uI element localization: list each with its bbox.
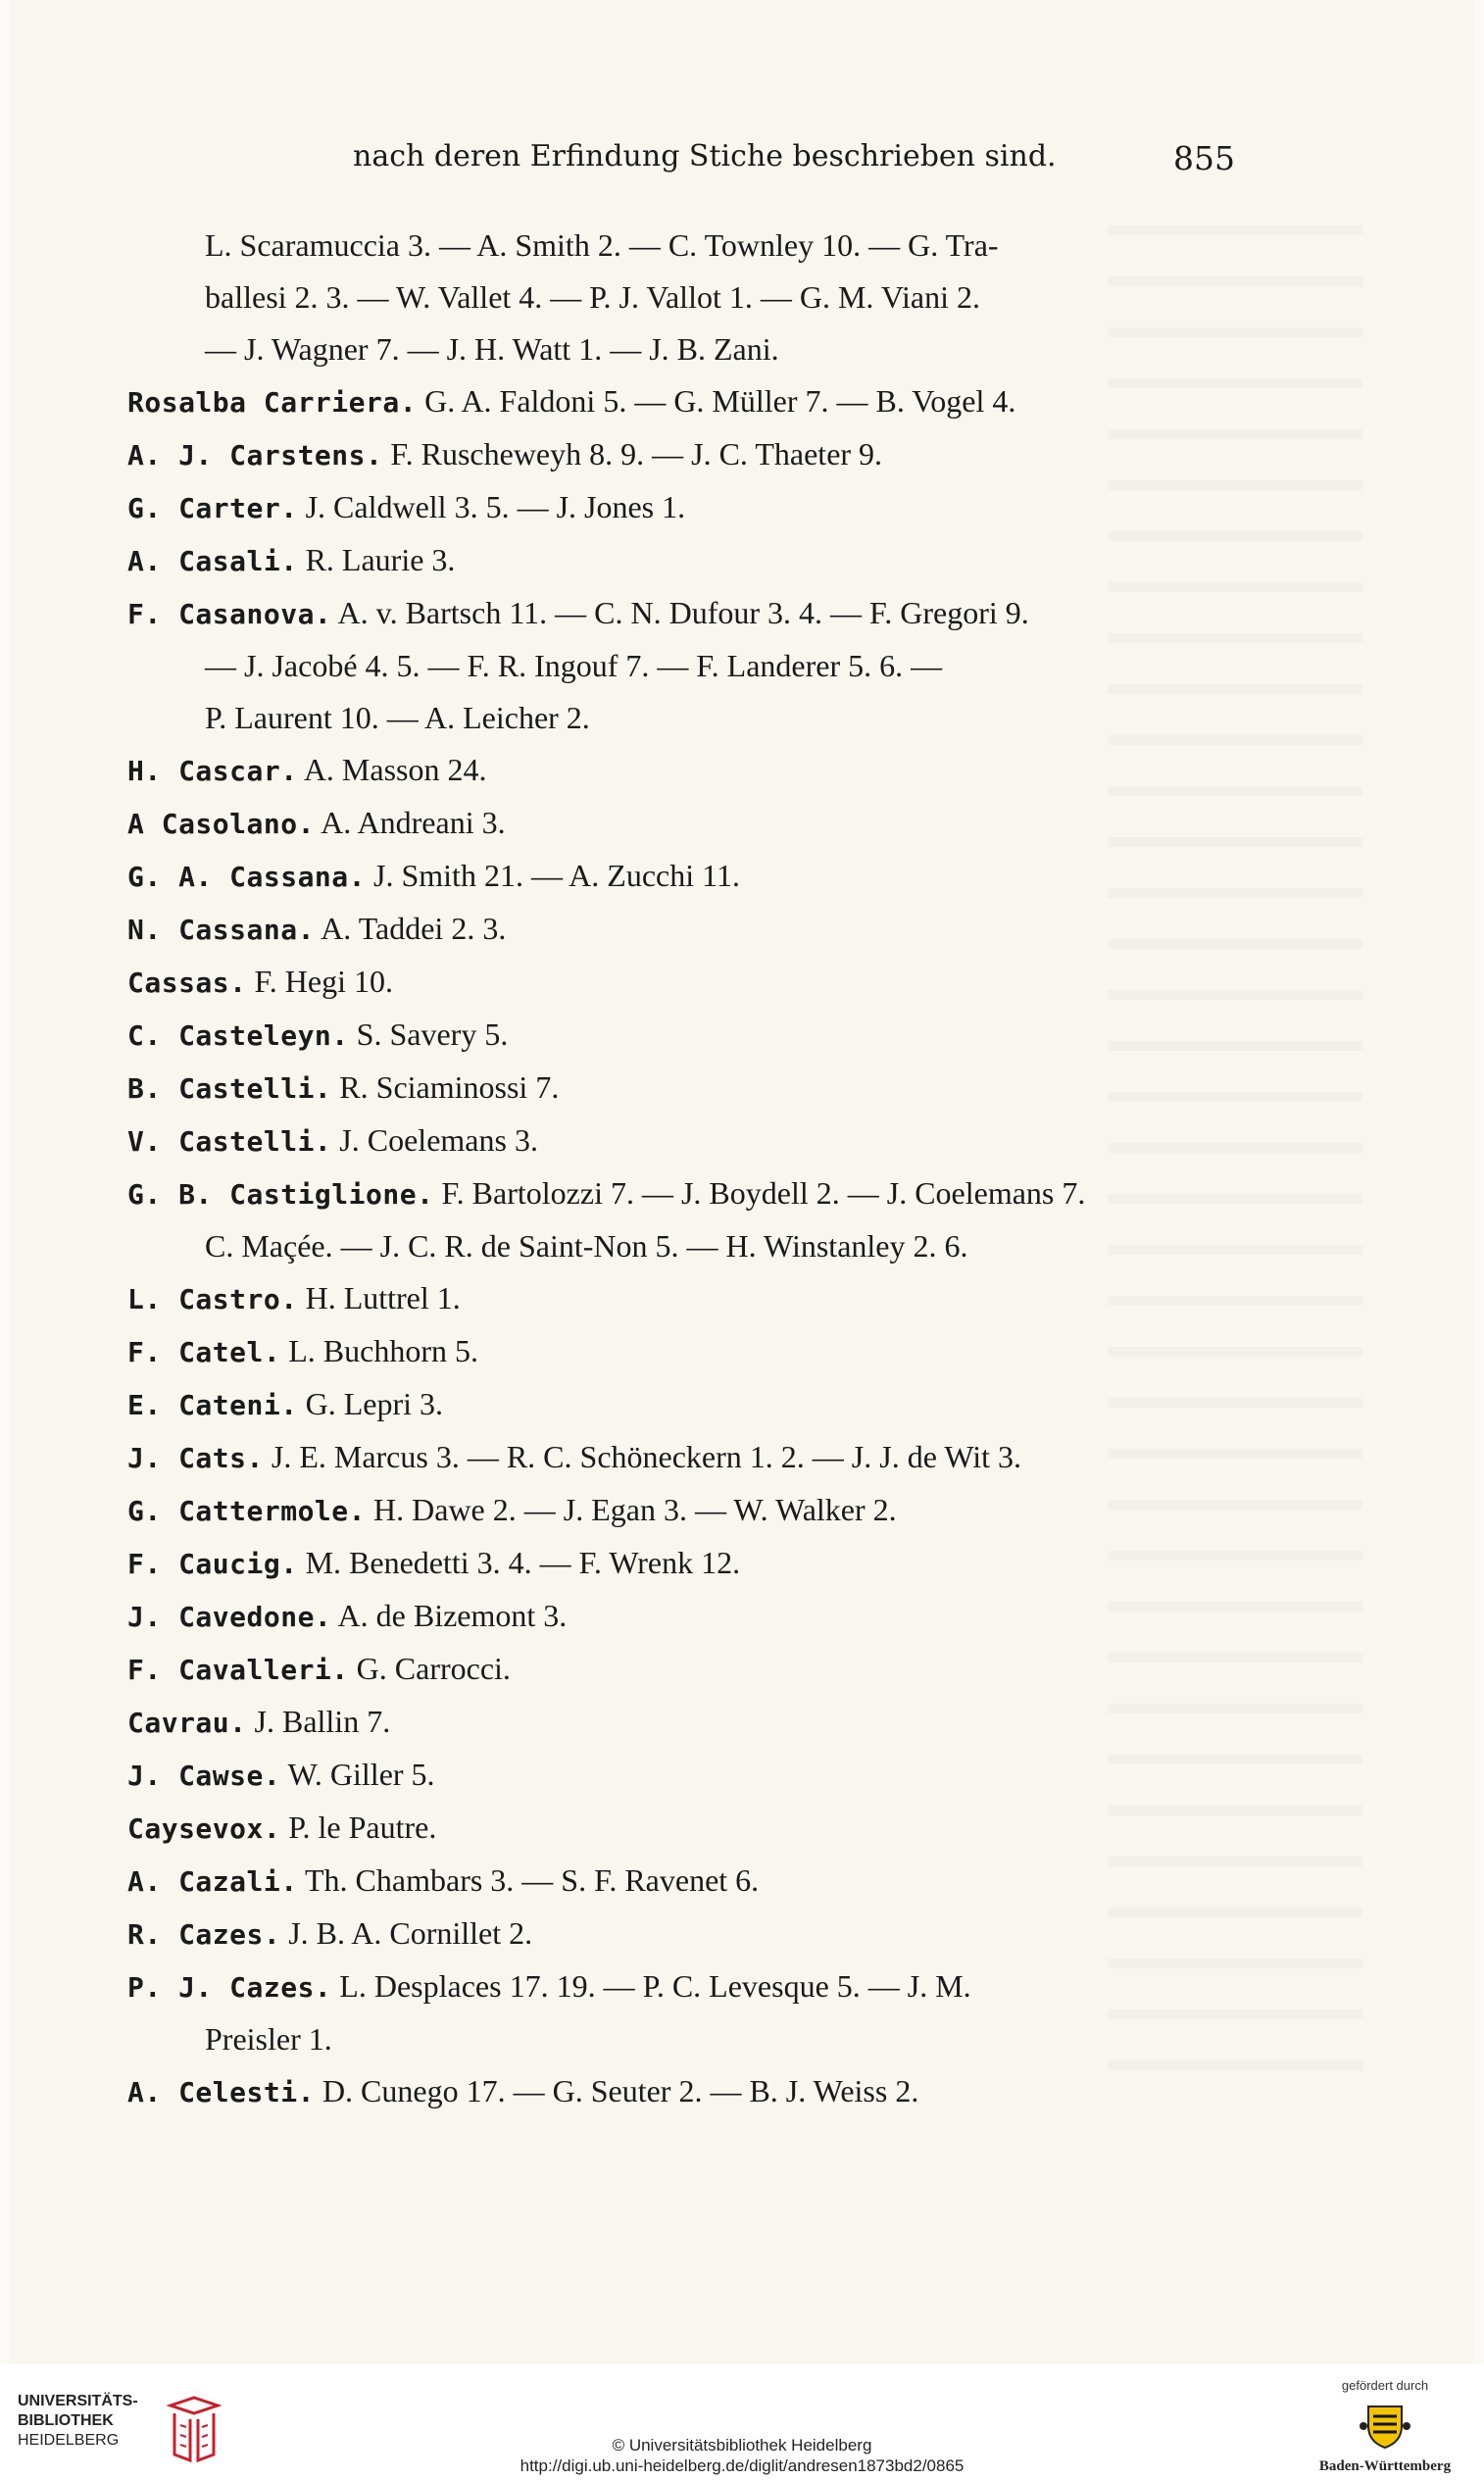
engraver-list: J. B. A. Cornillet 2.	[288, 1915, 533, 1951]
entry-line	[127, 1167, 1235, 1220]
entry-line	[127, 1431, 1235, 1484]
entry-line	[127, 1749, 1235, 1802]
index-entry	[127, 1167, 1235, 1272]
entry-line	[127, 850, 1235, 903]
entry-line	[127, 692, 1235, 744]
index-entry	[127, 534, 1235, 587]
engraver-list: M. Benedetti 3. 4. — F. Wrenk 12.	[305, 1545, 741, 1580]
artist-name: E. Cateni.	[127, 1389, 298, 1421]
artist-name: A. Celesti.	[127, 2076, 315, 2108]
artist-name: G. Cattermole.	[127, 1495, 367, 1527]
entry-line	[127, 534, 1235, 587]
engraver-list: G. Lepri 3.	[305, 1386, 443, 1421]
index-entry	[127, 1378, 1235, 1431]
engraver-list: J. Coelemans 3.	[339, 1122, 538, 1158]
artist-name: Cavrau.	[127, 1707, 247, 1739]
entry-line	[127, 481, 1235, 534]
artist-name: R. Cazes.	[127, 1918, 281, 1951]
index-entry	[127, 2065, 1235, 2118]
copyright-notice: © Universitätsbibliothek Heidelberg	[612, 2436, 872, 2455]
entry-line	[127, 1325, 1235, 1378]
entry-line	[127, 1908, 1235, 1960]
engraver-list: Preisler 1.	[205, 2021, 332, 2057]
artist-name: J. Cawse.	[127, 1760, 281, 1792]
artist-name: G. Carter.	[127, 492, 298, 524]
engraver-list: G. A. Faldoni 5. — G. Müller 7. — B. Vogel 4.	[424, 383, 1016, 419]
engraver-list: R. Laurie 3.	[305, 542, 456, 577]
artist-name: H. Cascar.	[127, 755, 298, 787]
index-entry	[127, 1537, 1235, 1590]
entry-line	[127, 1062, 1235, 1115]
index-entry	[127, 1749, 1235, 1802]
entry-line	[127, 272, 1235, 323]
artist-name: A Casolano.	[127, 808, 315, 840]
index-entry	[127, 1431, 1235, 1484]
engraver-list: — J. Wagner 7. — J. H. Watt 1. — J. B. Zani.	[205, 331, 779, 367]
artist-name: Caysevox.	[127, 1812, 281, 1845]
engraver-list: L. Scaramuccia 3. — A. Smith 2. — C. Townley 10. — G. Tra-	[205, 227, 999, 263]
entry-line	[127, 1960, 1235, 2013]
engraver-list: W. Giller 5.	[287, 1757, 435, 1792]
artist-name: J. Cats.	[127, 1442, 264, 1474]
engraver-list: J. Smith 21. — A. Zucchi 11.	[373, 858, 740, 893]
index-entry	[127, 1590, 1235, 1643]
engraver-list: J. Caldwell 3. 5. — J. Jones 1.	[305, 489, 686, 524]
entry-line	[127, 1696, 1235, 1749]
index-entry	[127, 1696, 1235, 1749]
index-entry	[127, 587, 1235, 744]
entry-line	[127, 797, 1235, 850]
index-entry	[127, 1009, 1235, 1062]
engraver-list: P. le Pautre.	[288, 1810, 437, 1845]
engraver-list: Th. Chambars 3. — S. F. Ravenet 6.	[305, 1862, 760, 1898]
index-entry	[127, 903, 1235, 956]
entry-line	[127, 1537, 1235, 1590]
artist-name: N. Cassana.	[127, 914, 315, 946]
engraver-list: J. Ballin 7.	[254, 1704, 391, 1739]
artist-name: Rosalba Carriera.	[127, 386, 418, 419]
index-entry	[127, 1908, 1235, 1960]
artist-name: L. Castro.	[127, 1283, 298, 1315]
index-entry	[127, 1062, 1235, 1115]
entry-line	[127, 323, 1235, 375]
entry-line	[127, 2013, 1235, 2065]
artist-name: A. J. Carstens.	[127, 439, 383, 471]
index-entry	[127, 428, 1235, 481]
index-entry	[127, 1115, 1235, 1167]
coat-of-arms-icon	[1359, 2399, 1411, 2452]
engraver-list: J. E. Marcus 3. — R. C. Schöneckern 1. 2. — J. J. de Wit 3.	[271, 1439, 1022, 1474]
entry-line	[127, 1855, 1235, 1908]
artist-name: F. Cavalleri.	[127, 1654, 349, 1686]
artist-name: V. Castelli.	[127, 1125, 332, 1158]
engraver-list: ballesi 2. 3. — W. Vallet 4. — P. J. Vallot 1. — G. M. Viani 2.	[205, 279, 980, 315]
entry-line	[127, 956, 1235, 1009]
entry-line	[127, 903, 1235, 956]
index-entry	[127, 956, 1235, 1009]
library-line2: BIBLIOTHEK	[18, 2412, 114, 2429]
permalink[interactable]: http://digi.ub.uni-heidelberg.de/diglit/andresen1873bd2/0865	[519, 2456, 965, 2475]
engraver-list: A. Taddei 2. 3.	[321, 911, 507, 946]
index-entry	[127, 1643, 1235, 1696]
entry-line	[127, 587, 1235, 640]
artist-name: A. Casali.	[127, 545, 298, 577]
engraver-list: H. Luttrel 1.	[305, 1280, 461, 1315]
index-entry	[127, 481, 1235, 534]
engraver-list: — J. Jacobé 4. 5. — F. R. Ingouf 7. — F. Landerer 5. 6. —	[205, 648, 943, 683]
engraver-list: D. Cunego 17. — G. Seuter 2. — B. J. Weiss 2.	[322, 2073, 919, 2108]
artist-name: F. Casanova.	[127, 598, 332, 630]
index-entry	[127, 220, 1235, 375]
engraver-list: R. Sciaminossi 7.	[339, 1069, 560, 1105]
engraver-list: A. Andreani 3.	[321, 805, 506, 840]
engraver-list: A. de Bizemont 3.	[337, 1598, 568, 1633]
engraver-list: H. Dawe 2. — J. Egan 3. — W. Walker 2.	[373, 1492, 897, 1527]
page-header	[127, 139, 1235, 188]
index-entry	[127, 1272, 1235, 1325]
library-line1: UNIVERSITÄTS-	[18, 2393, 138, 2409]
entry-line	[127, 220, 1235, 272]
engraver-list: L. Buchhorn 5.	[288, 1333, 478, 1368]
index-entry	[127, 1484, 1235, 1537]
artist-name: F. Catel.	[127, 1336, 281, 1368]
index-entry	[127, 1855, 1235, 1908]
index-entry	[127, 1960, 1235, 2065]
artist-name: J. Cavedone.	[127, 1601, 332, 1633]
engraver-list: F. Hegi 10.	[254, 964, 393, 999]
index-entry	[127, 375, 1235, 428]
index-entry	[127, 797, 1235, 850]
engraver-list: F. Bartolozzi 7. — J. Boydell 2. — J. Coelemans 7.	[441, 1175, 1086, 1211]
library-line3: HEIDELBERG	[18, 2432, 120, 2449]
artist-name: P. J. Cazes.	[127, 1971, 332, 2004]
sponsor-block	[1311, 2378, 1459, 2476]
entry-line	[127, 1272, 1235, 1325]
entry-line	[127, 375, 1235, 428]
index-entry	[127, 1802, 1235, 1855]
running-title: nach deren Erfindung Stiche beschrieben sind.	[353, 139, 1057, 174]
footer	[0, 2364, 1484, 2480]
index-entry	[127, 850, 1235, 903]
entry-line	[127, 1378, 1235, 1431]
entry-line	[127, 1220, 1235, 1272]
entry-line	[127, 640, 1235, 692]
artist-name: G. B. Castiglione.	[127, 1178, 434, 1211]
entry-line	[127, 1590, 1235, 1643]
engraver-list: F. Ruscheweyh 8. 9. — J. C. Thaeter 9.	[390, 436, 883, 471]
artist-name: F. Caucig.	[127, 1548, 298, 1580]
entry-line	[127, 1115, 1235, 1167]
entry-line	[127, 1802, 1235, 1855]
index-entry	[127, 744, 1235, 797]
artist-name: B. Castelli.	[127, 1072, 332, 1105]
engraver-list: L. Desplaces 17. 19. — P. C. Levesque 5. — J. M.	[339, 1968, 971, 2004]
entry-line	[127, 2065, 1235, 2118]
index-entries	[127, 220, 1235, 2118]
artist-name: A. Cazali.	[127, 1865, 298, 1898]
index-entry	[127, 1325, 1235, 1378]
artist-name: G. A. Cassana.	[127, 861, 367, 893]
engraver-list: A. v. Bartsch 11. — C. N. Dufour 3. 4. — F. Gregori 9.	[337, 595, 1029, 630]
engraver-list: C. Maçée. — J. C. R. de Saint-Non 5. — H. Winstanley 2. 6.	[205, 1228, 968, 1264]
page-number: 855	[1173, 139, 1235, 177]
entry-line	[127, 1484, 1235, 1537]
artist-name: C. Casteleyn.	[127, 1019, 349, 1052]
engraver-list: S. Savery 5.	[356, 1017, 509, 1052]
entry-line	[127, 428, 1235, 481]
engraver-list: G. Carrocci.	[356, 1651, 511, 1686]
sponsor-label: gefördert durch	[1341, 2378, 1429, 2393]
entry-line	[127, 744, 1235, 797]
entry-line	[127, 1643, 1235, 1696]
engraver-list: P. Laurent 10. — A. Leicher 2.	[205, 700, 590, 735]
artist-name: Cassas.	[127, 967, 247, 999]
entry-line	[127, 1009, 1235, 1062]
sponsor-state: Baden-Württemberg	[1318, 2458, 1452, 2474]
engraver-list: A. Masson 24.	[303, 752, 487, 787]
